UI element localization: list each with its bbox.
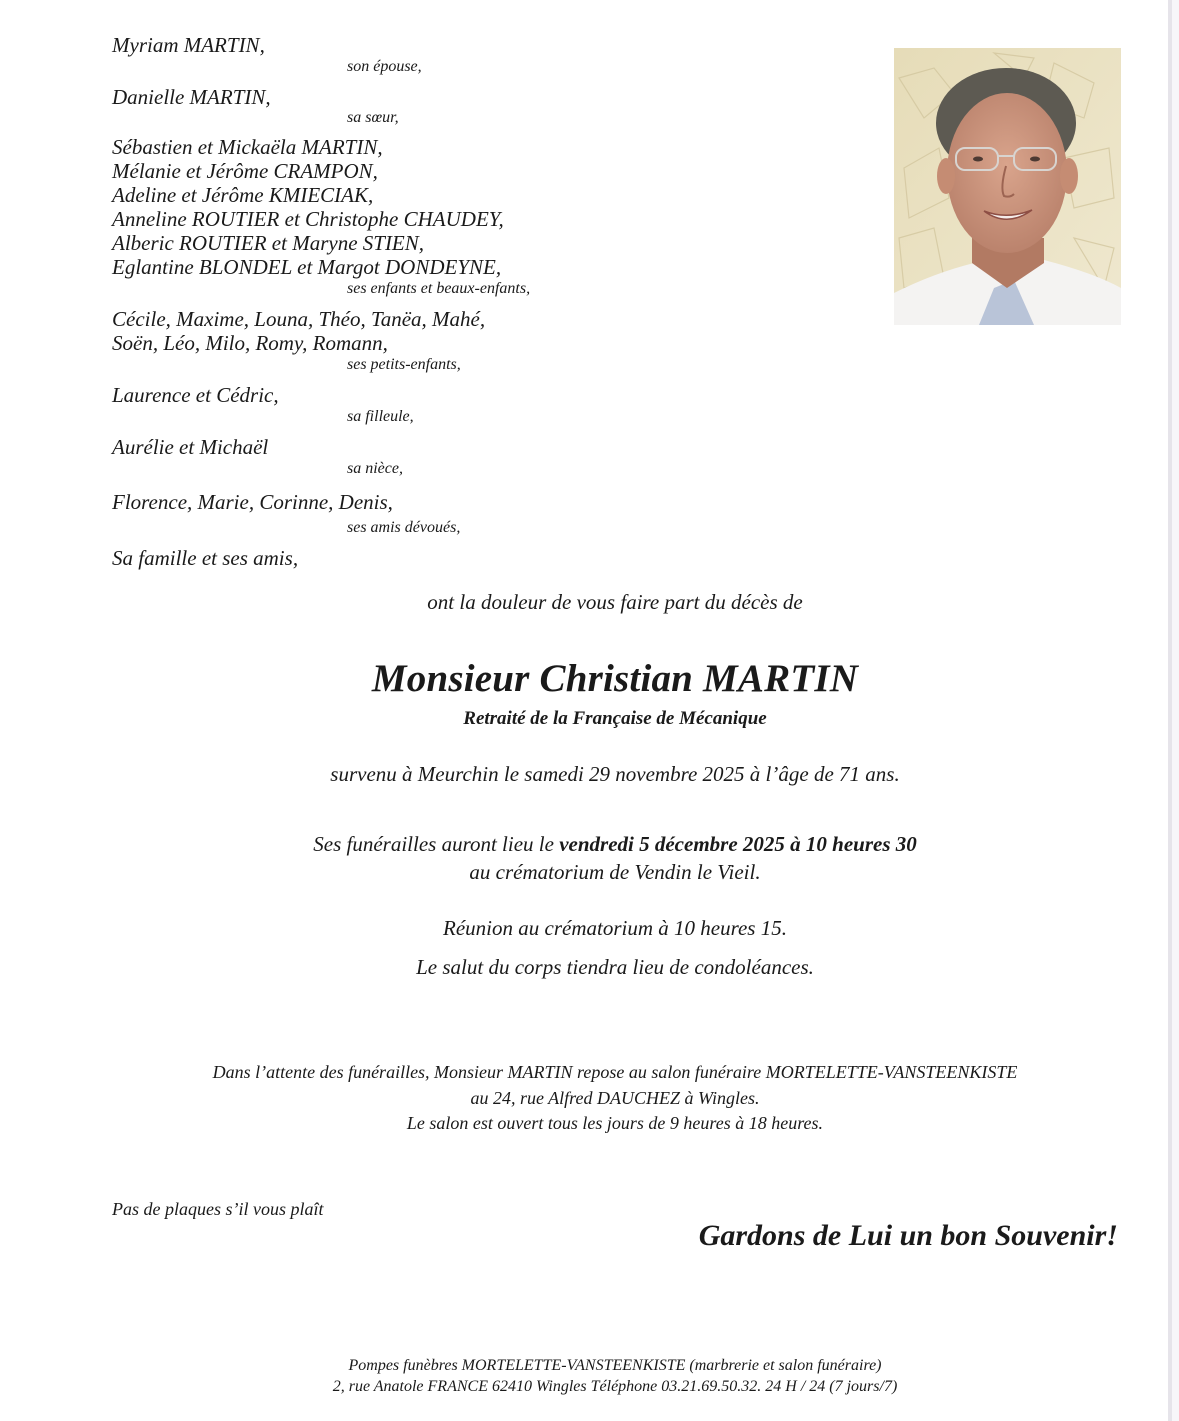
deceased-name: Monsieur Christian MARTIN <box>371 657 859 700</box>
funeral-date-line <box>0 832 1179 857</box>
no-plaques-note: Pas de plaques s’il vous plaît <box>112 1199 324 1219</box>
viewing-line-3: Le salon est ouvert tous les jours de 9 heures à 18 heures. <box>406 1113 824 1133</box>
funeral-location: au crématorium de Vendin le Vieil. <box>469 860 761 884</box>
portrait-illustration <box>894 48 1121 325</box>
family-relation: sa sœur, <box>347 109 399 126</box>
family-name: Danielle MARTIN, <box>112 85 271 109</box>
family-name: Laurence et Cédric, <box>112 383 279 407</box>
portrait-photo <box>894 48 1121 325</box>
closing-message: Gardons de Lui un bon Souvenir! <box>698 1219 1118 1252</box>
family-relation: ses petits-enfants, <box>347 356 461 373</box>
footer-line-2: 2, rue Anatole FRANCE 62410 Wingles Téléphone 03.21.69.50.32. 24 H / 24 (7 jours/7) <box>332 1378 898 1395</box>
condolences-note: Le salut du corps tiendra lieu de condoléances. <box>416 955 814 979</box>
family-name: Florence, Marie, Corinne, Denis, <box>112 490 393 514</box>
funeral-prefix: Ses funérailles auront lieu le <box>313 832 560 856</box>
viewing-line-1: Dans l’attente des funérailles, Monsieur MARTIN repose au salon funéraire MORTELETTE-VANSTEENKISTE <box>212 1062 1018 1082</box>
family-name: Sa famille et ses amis, <box>112 546 299 570</box>
family-name: Myriam MARTIN, <box>112 33 265 57</box>
footer-line-1: Pompes funèbres MORTELETTE-VANSTEENKISTE (marbrerie et salon funéraire) <box>348 1357 882 1374</box>
family-relation: ses amis dévoués, <box>347 519 461 536</box>
family-relation: ses enfants et beaux-enfants, <box>347 280 531 297</box>
announcement-text: ont la douleur de vous faire part du décès de <box>427 590 803 614</box>
family-name: Eglantine BLONDEL et Margot DONDEYNE, <box>112 255 502 279</box>
family-relation: son épouse, <box>347 58 422 75</box>
family-name: Alberic ROUTIER et Maryne STIEN, <box>112 231 425 255</box>
family-name: Soën, Léo, Milo, Romy, Romann, <box>112 331 388 355</box>
family-relation: sa filleule, <box>347 408 414 425</box>
family-name: Adeline et Jérôme KMIECIAK, <box>112 183 374 207</box>
family-name: Sébastien et Mickaëla MARTIN, <box>112 135 383 159</box>
family-name: Cécile, Maxime, Louna, Théo, Tanëa, Mahé, <box>112 307 486 331</box>
viewing-line-2: au 24, rue Alfred DAUCHEZ à Wingles. <box>470 1088 760 1108</box>
family-name: Anneline ROUTIER et Christophe CHAUDEY, <box>112 207 504 231</box>
funeral-date-time: vendredi 5 décembre 2025 à 10 heures 30 <box>559 832 917 856</box>
family-relation: sa nièce, <box>347 460 403 477</box>
death-details: survenu à Meurchin le samedi 29 novembre 2025 à l’âge de 71 ans. <box>330 762 900 786</box>
family-name: Aurélie et Michaël <box>112 435 269 459</box>
family-name: Mélanie et Jérôme CRAMPON, <box>112 159 378 183</box>
deceased-subtitle: Retraité de la Française de Mécanique <box>463 708 767 729</box>
funeral-meeting: Réunion au crématorium à 10 heures 15. <box>443 916 787 940</box>
